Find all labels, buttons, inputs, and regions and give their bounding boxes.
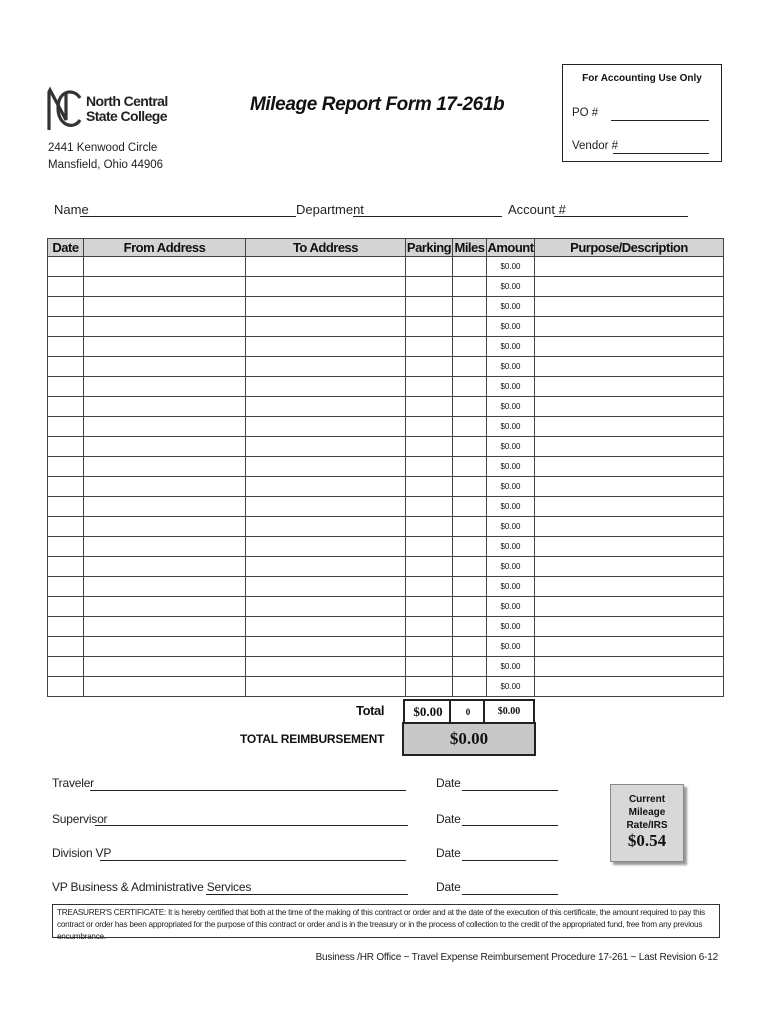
cell-amount: $0.00 <box>487 617 535 637</box>
mileage-rate-title-line1: Current Mileage <box>628 794 666 818</box>
table-row <box>48 437 724 457</box>
cell-amount: $0.00 <box>487 397 535 417</box>
cell-purpose[interactable] <box>535 257 724 277</box>
cell-from-address[interactable] <box>84 457 246 477</box>
cell-parking[interactable] <box>406 497 453 517</box>
cell-purpose[interactable] <box>535 537 724 557</box>
cell-parking[interactable] <box>406 517 453 537</box>
table-row <box>48 477 724 497</box>
cell-parking[interactable] <box>406 297 453 317</box>
cell-from-address[interactable] <box>84 637 246 657</box>
po-label: PO # <box>572 107 599 119</box>
cell-from-address[interactable] <box>84 477 246 497</box>
vp-business-signature-field[interactable] <box>206 894 408 895</box>
vp-business-label: VP Business & Administrative Services <box>52 880 252 894</box>
cell-miles[interactable] <box>453 357 487 377</box>
cell-to-address[interactable] <box>246 637 406 657</box>
po-field[interactable] <box>611 120 709 121</box>
cell-parking[interactable] <box>406 417 453 437</box>
total-miles: 0 <box>449 699 487 725</box>
division-vp-label: Division VP <box>52 846 112 860</box>
cell-from-address[interactable] <box>84 437 246 457</box>
table-row <box>48 597 724 617</box>
cell-from-address[interactable] <box>84 517 246 537</box>
cell-amount: $0.00 <box>487 557 535 577</box>
accounting-box <box>562 64 722 162</box>
cell-amount: $0.00 <box>487 597 535 617</box>
col-header-purpose: Purpose/Description <box>535 239 724 257</box>
cell-from-address[interactable] <box>84 257 246 277</box>
cell-miles[interactable] <box>453 477 487 497</box>
cell-from-address[interactable] <box>84 597 246 617</box>
cell-purpose[interactable] <box>535 677 724 697</box>
cell-from-address[interactable] <box>84 677 246 697</box>
cell-to-address[interactable] <box>246 657 406 677</box>
table-row <box>48 417 724 437</box>
cell-date[interactable] <box>48 437 84 457</box>
traveler-date-label: Date <box>436 776 461 790</box>
cell-to-address[interactable] <box>246 537 406 557</box>
supervisor-date-label: Date <box>436 812 461 826</box>
cell-from-address[interactable] <box>84 337 246 357</box>
col-header-from-address: From Address <box>84 239 246 257</box>
cell-miles[interactable] <box>453 437 487 457</box>
cell-date[interactable] <box>48 557 84 577</box>
table-row <box>48 277 724 297</box>
cell-parking[interactable] <box>406 597 453 617</box>
cell-to-address[interactable] <box>246 337 406 357</box>
cell-from-address[interactable] <box>84 397 246 417</box>
cell-date[interactable] <box>48 297 84 317</box>
cell-date[interactable] <box>48 497 84 517</box>
total-reimbursement-label: TOTAL REIMBURSEMENT <box>240 732 385 746</box>
traveler-date-field[interactable] <box>462 790 558 791</box>
vp-business-date-field[interactable] <box>462 894 558 895</box>
cell-purpose[interactable] <box>535 397 724 417</box>
cell-parking[interactable] <box>406 577 453 597</box>
col-header-amount: Amount <box>487 240 534 255</box>
table-row <box>48 317 724 337</box>
total-amount: $0.00 <box>483 699 535 725</box>
cell-to-address[interactable] <box>246 297 406 317</box>
cell-date[interactable] <box>48 597 84 617</box>
cell-from-address[interactable] <box>84 537 246 557</box>
cell-date[interactable] <box>48 417 84 437</box>
cell-amount: $0.00 <box>487 477 535 497</box>
cell-miles[interactable] <box>453 317 487 337</box>
cell-purpose[interactable] <box>535 457 724 477</box>
table-row <box>48 457 724 477</box>
cell-to-address[interactable] <box>246 497 406 517</box>
address-line2: Mansfield, Ohio 44906 <box>48 159 164 171</box>
cell-from-address[interactable] <box>84 357 246 377</box>
cell-parking[interactable] <box>406 617 453 637</box>
cell-purpose[interactable] <box>535 597 724 617</box>
mileage-rate-title-line2: Rate/IRS <box>626 820 668 831</box>
total-reimbursement-value: $0.00 <box>402 722 536 756</box>
cell-miles[interactable] <box>453 637 487 657</box>
total-label: Total <box>356 703 385 718</box>
division-vp-date-label: Date <box>436 846 461 860</box>
cell-miles[interactable] <box>453 377 487 397</box>
cell-date[interactable] <box>48 337 84 357</box>
cell-date[interactable] <box>48 457 84 477</box>
cell-from-address[interactable] <box>84 417 246 437</box>
cell-miles[interactable] <box>453 337 487 357</box>
cell-date[interactable] <box>48 677 84 697</box>
traveler-label: Traveler <box>52 776 94 790</box>
cell-miles[interactable] <box>453 677 487 697</box>
cell-amount: $0.00 <box>487 657 535 677</box>
table-row <box>48 297 724 317</box>
cell-date[interactable] <box>48 317 84 337</box>
cell-amount: $0.00 <box>487 497 535 517</box>
cell-parking[interactable] <box>406 277 453 297</box>
col-header-parking: Parking <box>406 240 452 255</box>
cell-miles[interactable] <box>453 657 487 677</box>
mileage-rate-value: $0.54 <box>627 831 667 850</box>
total-parking: $0.00 <box>403 699 453 725</box>
cell-purpose[interactable] <box>535 517 724 537</box>
department-label: Department <box>296 202 364 217</box>
cell-parking[interactable] <box>406 457 453 477</box>
cell-to-address[interactable] <box>246 357 406 377</box>
cell-parking[interactable] <box>406 357 453 377</box>
cell-miles[interactable] <box>453 617 487 637</box>
supervisor-signature-field[interactable] <box>95 825 408 826</box>
cell-to-address[interactable] <box>246 477 406 497</box>
cell-from-address[interactable] <box>84 557 246 577</box>
col-header-miles: Miles <box>454 240 485 255</box>
cell-miles[interactable] <box>453 297 487 317</box>
vendor-field[interactable] <box>613 153 709 154</box>
cell-date[interactable] <box>48 617 84 637</box>
address-line1: 2441 Kenwood Circle <box>48 142 158 154</box>
table-row <box>48 677 724 697</box>
cell-to-address[interactable] <box>246 397 406 417</box>
cell-amount: $0.00 <box>487 457 535 477</box>
footer-text: Business /HR Office ~ Travel Expense Reimbursement Procedure 17-261 ~ Last Revision 6-12 <box>315 952 718 963</box>
name-field[interactable] <box>80 216 296 217</box>
cell-parking[interactable] <box>406 557 453 577</box>
cell-from-address[interactable] <box>84 617 246 637</box>
cell-to-address[interactable] <box>246 577 406 597</box>
cell-amount: $0.00 <box>487 277 535 297</box>
vendor-label: Vendor # <box>572 140 619 152</box>
cell-miles[interactable] <box>453 537 487 557</box>
cell-miles[interactable] <box>453 277 487 297</box>
table-row <box>48 657 724 677</box>
cell-amount: $0.00 <box>487 577 535 597</box>
cell-from-address[interactable] <box>84 297 246 317</box>
cell-purpose[interactable] <box>535 377 724 397</box>
traveler-signature-field[interactable] <box>90 790 406 791</box>
cell-miles[interactable] <box>453 577 487 597</box>
cell-date[interactable] <box>48 657 84 677</box>
cell-parking[interactable] <box>406 657 453 677</box>
cell-date[interactable] <box>48 277 84 297</box>
cell-from-address[interactable] <box>84 317 246 337</box>
division-vp-date-field[interactable] <box>462 860 558 861</box>
cell-miles[interactable] <box>453 497 487 517</box>
cell-date[interactable] <box>48 537 84 557</box>
cell-parking[interactable] <box>406 337 453 357</box>
table-row <box>48 617 724 637</box>
cell-to-address[interactable] <box>246 317 406 337</box>
cell-to-address[interactable] <box>246 437 406 457</box>
cell-amount: $0.00 <box>487 517 535 537</box>
department-field[interactable] <box>353 216 502 217</box>
cell-miles[interactable] <box>453 397 487 417</box>
cell-date[interactable] <box>48 637 84 657</box>
cell-purpose[interactable] <box>535 617 724 637</box>
cell-to-address[interactable] <box>246 417 406 437</box>
treasurer-certificate: TREASURER'S CERTIFICATE: It is hereby certified that both at the time of the making of this contract or order and at the date of the execution of this certificate, the amount required to pay this contract or order has been appropriated for the purpose of this contract or order and is in the treasury or in the process of collection to the credit of the appropriated fund, free from any previous encumbrance. <box>52 904 720 938</box>
cell-amount: $0.00 <box>487 377 535 397</box>
table-header-row <box>48 239 724 257</box>
cell-to-address[interactable] <box>246 457 406 477</box>
table-row <box>48 557 724 577</box>
cell-parking[interactable] <box>406 397 453 417</box>
col-header-to-address: To Address <box>246 239 406 257</box>
mileage-rate-title <box>611 793 683 832</box>
supervisor-label: Supervisor <box>52 812 108 826</box>
cell-parking[interactable] <box>406 257 453 277</box>
cell-purpose[interactable] <box>535 357 724 377</box>
cell-purpose[interactable] <box>535 317 724 337</box>
cell-parking[interactable] <box>406 317 453 337</box>
division-vp-signature-field[interactable] <box>100 860 406 861</box>
supervisor-date-field[interactable] <box>462 825 558 826</box>
cell-purpose[interactable] <box>535 477 724 497</box>
cell-amount: $0.00 <box>487 317 535 337</box>
college-name <box>86 94 168 124</box>
table-row <box>48 517 724 537</box>
cell-from-address[interactable] <box>84 497 246 517</box>
cell-to-address[interactable] <box>246 517 406 537</box>
cell-to-address[interactable] <box>246 617 406 637</box>
cell-date[interactable] <box>48 257 84 277</box>
cell-amount: $0.00 <box>487 537 535 557</box>
cell-amount: $0.00 <box>487 357 535 377</box>
cell-purpose[interactable] <box>535 577 724 597</box>
cell-purpose[interactable] <box>535 277 724 297</box>
cell-to-address[interactable] <box>246 677 406 697</box>
cell-date[interactable] <box>48 477 84 497</box>
cell-date[interactable] <box>48 517 84 537</box>
cell-purpose[interactable] <box>535 417 724 437</box>
cell-amount: $0.00 <box>487 677 535 697</box>
table-row <box>48 337 724 357</box>
cell-miles[interactable] <box>453 417 487 437</box>
mileage-table <box>47 238 723 697</box>
cell-purpose[interactable] <box>535 557 724 577</box>
cell-miles[interactable] <box>453 597 487 617</box>
cell-amount: $0.00 <box>487 337 535 357</box>
table-row <box>48 497 724 517</box>
cell-date[interactable] <box>48 377 84 397</box>
cell-miles[interactable] <box>453 457 487 477</box>
cell-purpose[interactable] <box>535 337 724 357</box>
cell-purpose[interactable] <box>535 657 724 677</box>
cell-miles[interactable] <box>453 517 487 537</box>
cell-amount: $0.00 <box>487 637 535 657</box>
cell-purpose[interactable] <box>535 297 724 317</box>
table-row <box>48 377 724 397</box>
cell-miles[interactable] <box>453 257 487 277</box>
cell-from-address[interactable] <box>84 657 246 677</box>
cell-date[interactable] <box>48 357 84 377</box>
cell-to-address[interactable] <box>246 277 406 297</box>
table-row <box>48 577 724 597</box>
cell-date[interactable] <box>48 397 84 417</box>
cell-parking[interactable] <box>406 437 453 457</box>
cell-amount: $0.00 <box>487 297 535 317</box>
college-name-line1: North Central <box>86 93 168 109</box>
table-row <box>48 637 724 657</box>
cell-from-address[interactable] <box>84 377 246 397</box>
form-title: Mileage Report Form 17-261b <box>250 94 505 115</box>
cell-date[interactable] <box>48 577 84 597</box>
cell-amount: $0.00 <box>487 257 535 277</box>
cell-from-address[interactable] <box>84 577 246 597</box>
cell-parking[interactable] <box>406 477 453 497</box>
table-row <box>48 397 724 417</box>
table-row <box>48 257 724 277</box>
accounting-title: For Accounting Use Only <box>582 73 702 84</box>
account-label: Account # <box>508 202 566 217</box>
cell-to-address[interactable] <box>246 257 406 277</box>
vp-business-date-label: Date <box>436 880 461 894</box>
cell-parking[interactable] <box>406 677 453 697</box>
table-row <box>48 537 724 557</box>
cell-parking[interactable] <box>406 377 453 397</box>
cell-amount: $0.00 <box>487 437 535 457</box>
cell-purpose[interactable] <box>535 437 724 457</box>
account-field[interactable] <box>554 216 688 217</box>
mileage-rate-box <box>610 784 684 862</box>
college-logo-icon <box>46 86 82 132</box>
college-name-line2: State College <box>86 108 167 124</box>
col-header-date: Date <box>48 239 84 257</box>
cell-from-address[interactable] <box>84 277 246 297</box>
cell-parking[interactable] <box>406 537 453 557</box>
cell-amount: $0.00 <box>487 417 535 437</box>
cell-to-address[interactable] <box>246 377 406 397</box>
cell-miles[interactable] <box>453 557 487 577</box>
cell-purpose[interactable] <box>535 637 724 657</box>
cell-to-address[interactable] <box>246 557 406 577</box>
cell-purpose[interactable] <box>535 497 724 517</box>
cell-to-address[interactable] <box>246 597 406 617</box>
cell-parking[interactable] <box>406 637 453 657</box>
table-row <box>48 357 724 377</box>
name-label: Name <box>54 202 89 217</box>
